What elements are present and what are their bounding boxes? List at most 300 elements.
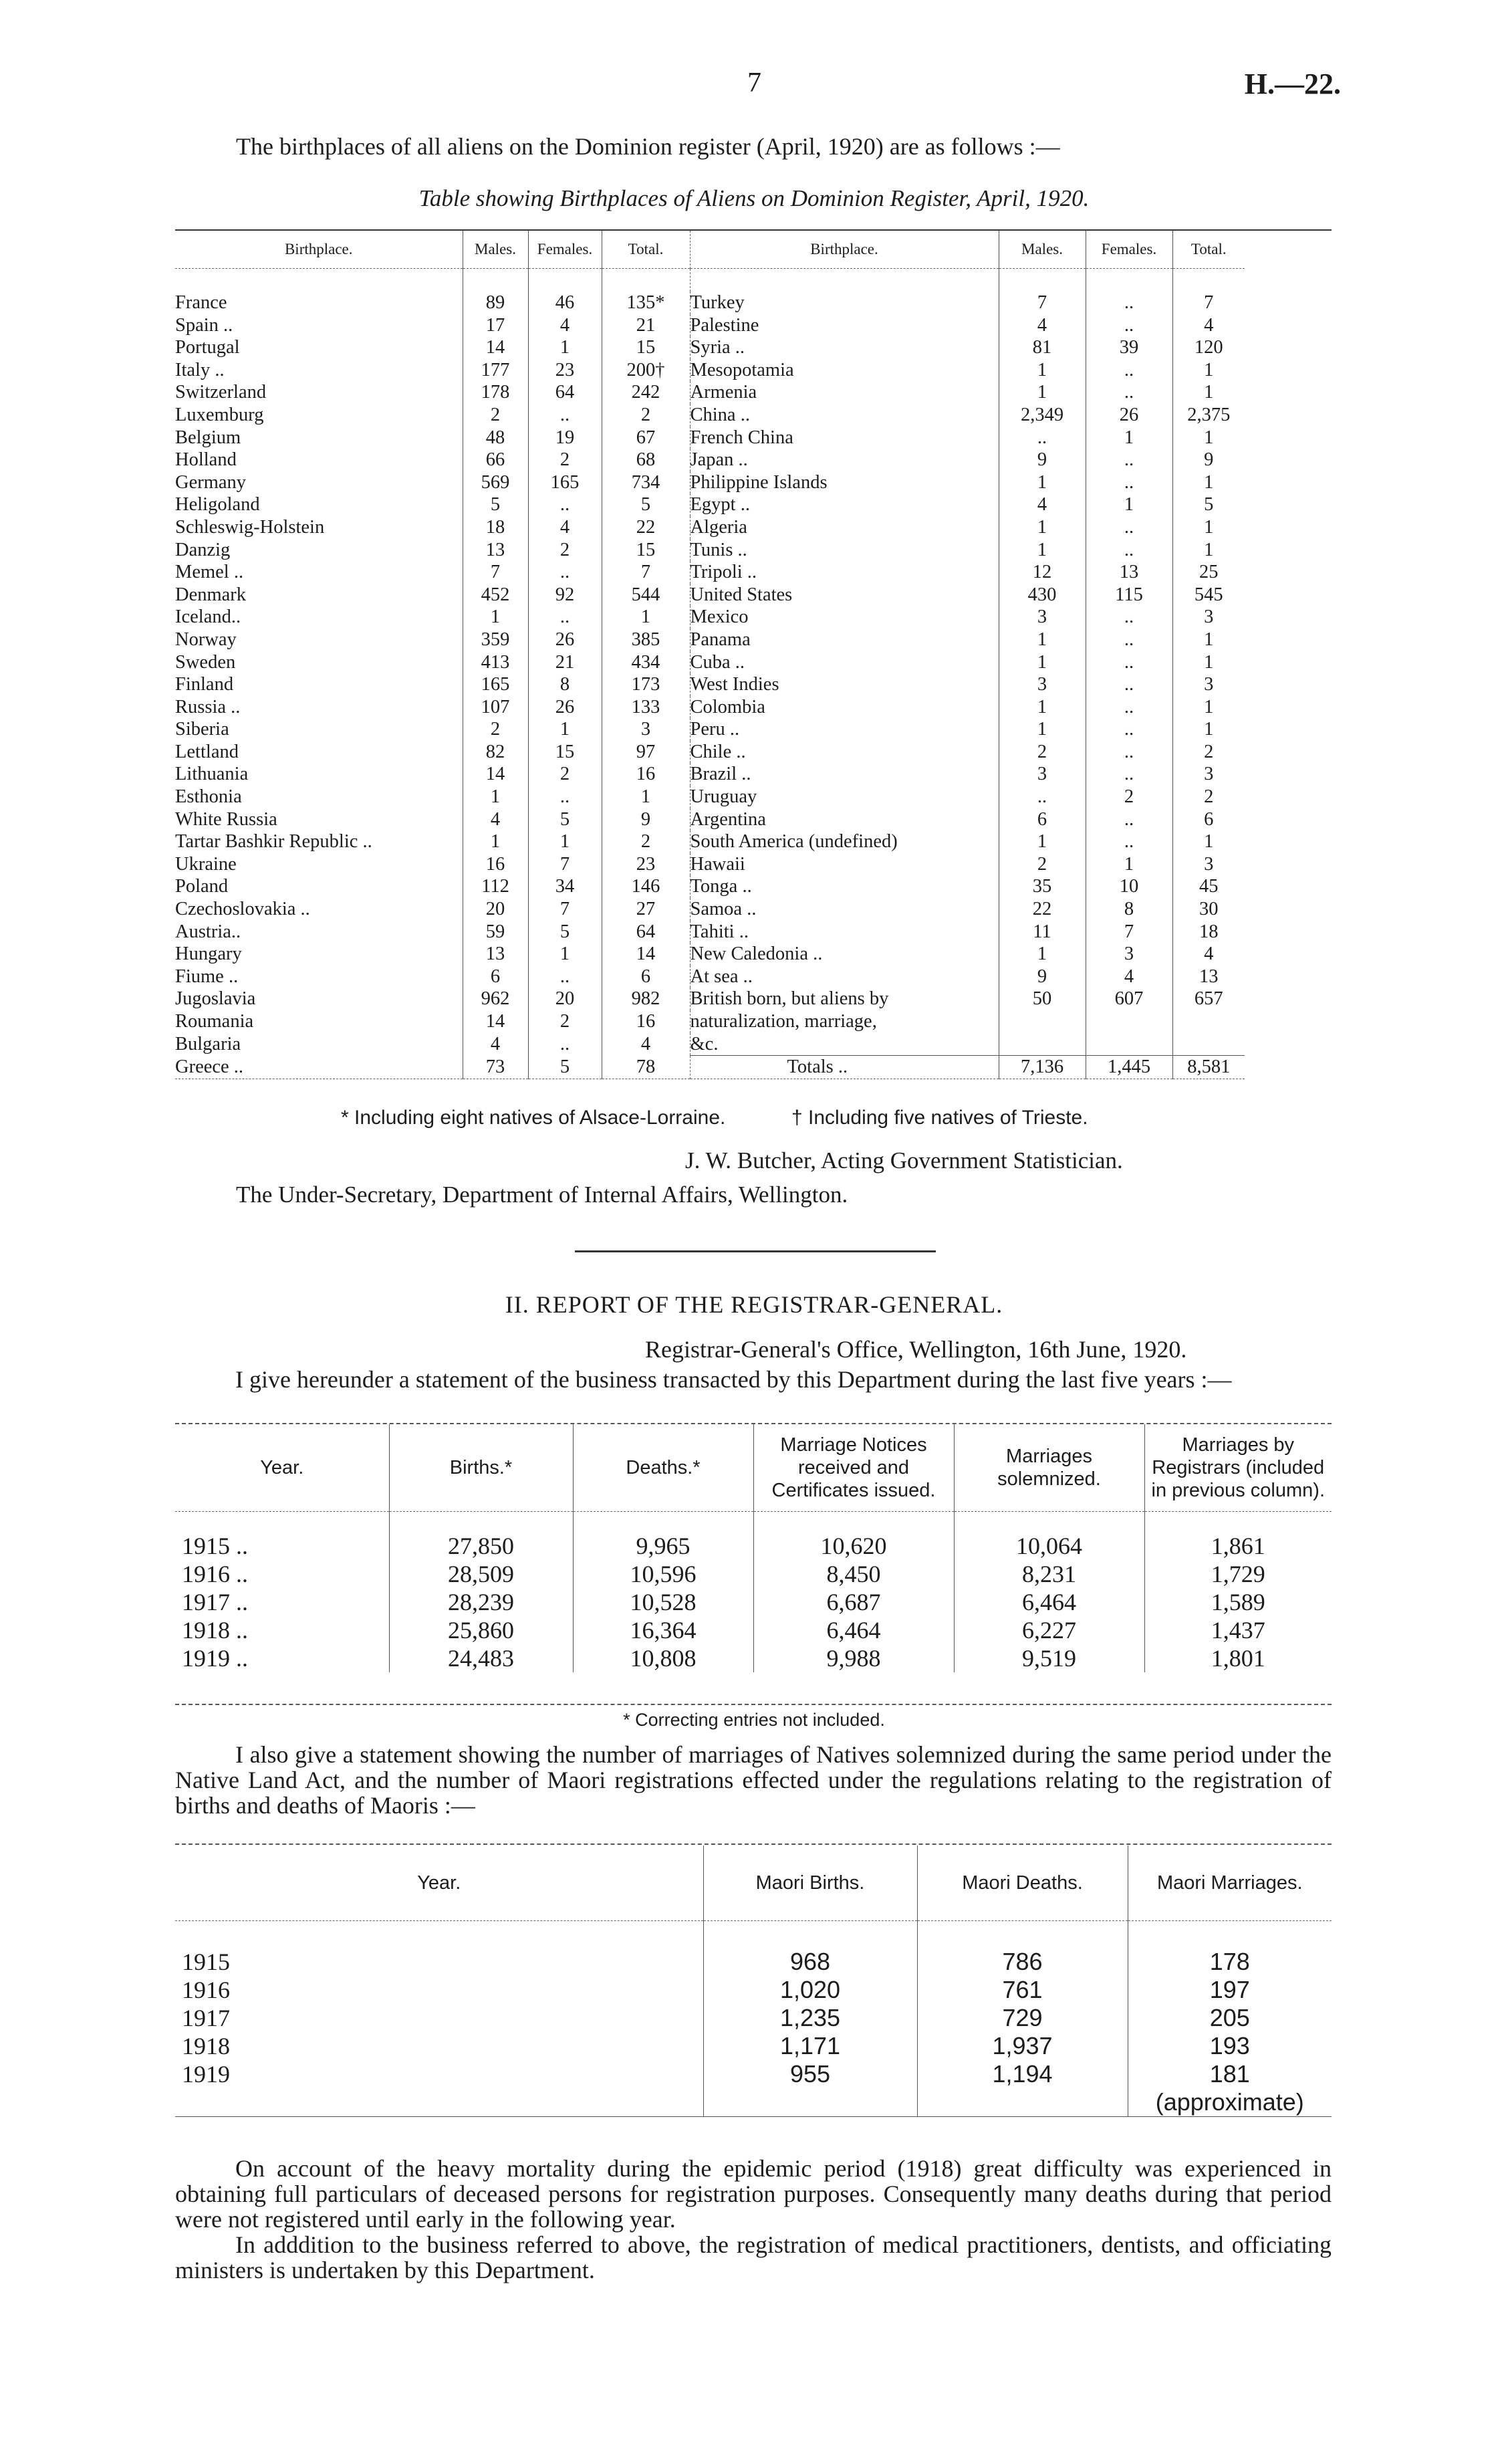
count-cell: 30 bbox=[1199, 899, 1219, 920]
birthplace-cell: Luxemburg bbox=[175, 404, 463, 427]
birthplace-cell: Fiume .. bbox=[175, 966, 463, 988]
value-cell: 10,596 bbox=[573, 1560, 753, 1588]
count-cell: 2 bbox=[602, 830, 690, 853]
count-cell: 15 bbox=[602, 539, 690, 562]
count-cell: 452 bbox=[463, 584, 528, 606]
count-cell: 3 bbox=[999, 673, 1086, 696]
empty-cell bbox=[703, 2088, 917, 2117]
value-cell: 197 bbox=[1209, 1976, 1250, 2003]
count-cell: 8,581 bbox=[1172, 1056, 1245, 1079]
count-cell: 2 bbox=[602, 404, 690, 427]
count-cell: 14 bbox=[463, 1010, 528, 1033]
birthplace-cell: Memel .. bbox=[175, 561, 463, 584]
birthplace-cell: Cuba .. bbox=[690, 651, 999, 674]
document-reference: H.—22. bbox=[1244, 68, 1341, 100]
count-cell: 5 bbox=[1204, 494, 1214, 516]
count-cell: 4 bbox=[1204, 314, 1214, 336]
count-cell: 544 bbox=[602, 584, 690, 606]
value-cell: 6,464 bbox=[753, 1616, 954, 1644]
table-row bbox=[175, 786, 1245, 808]
year-cell: 1916 bbox=[175, 1976, 703, 2004]
count-cell: 1 bbox=[1204, 719, 1214, 740]
count-cell: .. bbox=[1086, 830, 1172, 853]
table-row bbox=[175, 830, 1245, 853]
section-heading: II. REPORT OF THE REGISTRAR-GENERAL. bbox=[505, 1291, 1003, 1318]
table-row bbox=[175, 314, 1245, 337]
value-cell: 6,464 bbox=[954, 1588, 1144, 1616]
section-divider bbox=[575, 1250, 936, 1252]
count-cell: 13 bbox=[1086, 561, 1172, 584]
year-cell: 1917 bbox=[175, 2004, 703, 2032]
birthplace-cell: Danzig bbox=[175, 539, 463, 562]
count-cell: 1 bbox=[1086, 427, 1172, 449]
count-cell: 7 bbox=[1204, 292, 1214, 313]
col-header: Year. bbox=[175, 1424, 389, 1512]
table3-body bbox=[175, 1921, 1332, 2117]
birthplace-cell: South America (undefined) bbox=[690, 830, 999, 853]
count-cell: 133 bbox=[602, 696, 690, 719]
birthplace-cell: New Caledonia .. bbox=[690, 943, 999, 966]
birthplace-cell: Holland bbox=[175, 449, 463, 471]
birthplace-cell: Siberia bbox=[175, 718, 463, 741]
count-cell: 1 bbox=[999, 651, 1086, 674]
table-row bbox=[175, 988, 1245, 1010]
birthplace-cell: Poland bbox=[175, 875, 463, 898]
count-cell: 200† bbox=[602, 359, 690, 382]
count-cell: 4 bbox=[1086, 966, 1172, 988]
count-cell: 3 bbox=[602, 718, 690, 741]
count-cell: 22 bbox=[602, 516, 690, 539]
count-cell: .. bbox=[1086, 292, 1172, 314]
count-cell: 5 bbox=[602, 493, 690, 516]
count-cell: 21 bbox=[528, 651, 602, 674]
birthplace-cell: Brazil .. bbox=[690, 763, 999, 786]
col-header: Year. bbox=[175, 1845, 703, 1921]
count-cell: 2 bbox=[463, 404, 528, 427]
value-cell: 1,729 bbox=[1211, 1561, 1265, 1587]
table-row bbox=[175, 539, 1245, 562]
birthplace-cell: Spain .. bbox=[175, 314, 463, 337]
count-cell: .. bbox=[528, 493, 602, 516]
birthplace-cell: Mexico bbox=[690, 606, 999, 629]
birthplace-cell: Schleswig-Holstein bbox=[175, 516, 463, 539]
value-cell: 1,861 bbox=[1211, 1533, 1265, 1559]
count-cell: 68 bbox=[602, 449, 690, 471]
count-cell: 15 bbox=[602, 336, 690, 359]
count-cell: 4 bbox=[999, 314, 1086, 337]
count-cell: 82 bbox=[463, 741, 528, 764]
count-cell: 6 bbox=[1204, 808, 1214, 830]
count-cell bbox=[999, 1033, 1086, 1056]
count-cell: 1 bbox=[1204, 831, 1214, 853]
count-cell: 2,349 bbox=[999, 404, 1086, 427]
birthplace-cell: Heligoland bbox=[175, 493, 463, 516]
value-cell: 1,937 bbox=[917, 2032, 1128, 2060]
count-cell: .. bbox=[528, 966, 602, 988]
birthplace-cell: Italy .. bbox=[175, 359, 463, 382]
value-cell: 16,364 bbox=[573, 1616, 753, 1644]
count-cell: 146 bbox=[602, 875, 690, 898]
count-cell: 1 bbox=[602, 606, 690, 629]
count-cell: 1 bbox=[1204, 471, 1214, 493]
value-cell: 6,687 bbox=[753, 1588, 954, 1616]
value-cell: 761 bbox=[917, 1976, 1128, 2004]
value-cell: 1,171 bbox=[703, 2032, 917, 2060]
birthplace-cell: Tunis .. bbox=[690, 539, 999, 562]
count-cell: 1 bbox=[1204, 359, 1214, 380]
value-cell: 1,589 bbox=[1211, 1589, 1265, 1615]
table-row bbox=[175, 808, 1245, 831]
count-cell: .. bbox=[1086, 651, 1172, 674]
count-cell bbox=[1172, 1010, 1245, 1033]
count-cell: 97 bbox=[602, 741, 690, 764]
col-header: Birthplace. bbox=[690, 231, 999, 269]
count-cell: 2,375 bbox=[1187, 404, 1231, 425]
table1-caption: Table showing Birthplaces of Aliens on Dominion Register, April, 1920. bbox=[418, 185, 1090, 211]
registrar-business-table bbox=[175, 1424, 1332, 1672]
count-cell: 2 bbox=[1204, 786, 1214, 808]
count-cell: 545 bbox=[1194, 584, 1223, 605]
count-cell: .. bbox=[1086, 718, 1172, 741]
count-cell: 13 bbox=[463, 539, 528, 562]
count-cell: 25 bbox=[1199, 562, 1219, 583]
count-cell: .. bbox=[528, 404, 602, 427]
count-cell: 2 bbox=[528, 449, 602, 471]
count-cell: 120 bbox=[1194, 337, 1223, 358]
count-cell: 1 bbox=[528, 830, 602, 853]
count-cell: 165 bbox=[528, 471, 602, 494]
table-row bbox=[175, 1644, 1332, 1672]
year-cell: 1918 .. bbox=[175, 1616, 389, 1644]
birthplace-cell: Algeria bbox=[690, 516, 999, 539]
birthplace-cell: Palestine bbox=[690, 314, 999, 337]
col-header: Total. bbox=[1190, 241, 1227, 257]
birthplace-cell: Tonga .. bbox=[690, 875, 999, 898]
count-cell bbox=[1172, 1033, 1245, 1056]
table-row bbox=[175, 427, 1245, 449]
count-cell: 2 bbox=[528, 1010, 602, 1033]
birthplace-cell: Lettland bbox=[175, 741, 463, 764]
table-row bbox=[175, 763, 1245, 786]
birthplace-cell: Portugal bbox=[175, 336, 463, 359]
count-cell: 22 bbox=[999, 898, 1086, 921]
paragraph-4: In adddition to the business referred to above, the registration of medical practitioners, dentists, and officiating ministers is undertaken by this Department. bbox=[175, 2231, 1332, 2283]
birthplace-cell: naturalization, marriage, bbox=[690, 1010, 999, 1033]
count-cell: 1 bbox=[1204, 629, 1214, 650]
birthplace-cell: Mesopotamia bbox=[690, 359, 999, 382]
col-header: Birthplace. bbox=[175, 231, 463, 269]
birthplace-cell: Uruguay bbox=[690, 786, 999, 808]
count-cell: 3 bbox=[1204, 764, 1214, 785]
count-cell: 2 bbox=[528, 763, 602, 786]
count-cell: 59 bbox=[463, 921, 528, 943]
footnote-trieste: † Including five natives of Trieste. bbox=[791, 1107, 1088, 1129]
count-cell: .. bbox=[999, 427, 1086, 449]
count-cell: 16 bbox=[602, 763, 690, 786]
birthplace-cell: Germany bbox=[175, 471, 463, 494]
value-cell: 181 bbox=[1209, 2060, 1250, 2088]
value-cell: 9,988 bbox=[753, 1644, 954, 1672]
count-cell: 66 bbox=[463, 449, 528, 471]
table-row bbox=[175, 2032, 1332, 2060]
birthplace-cell: Chile .. bbox=[690, 741, 999, 764]
footnote-correcting: * Correcting entries not included. bbox=[623, 1710, 885, 1730]
birthplace-cell: Greece .. bbox=[175, 1056, 463, 1079]
page-number: 7 bbox=[747, 68, 761, 98]
count-cell: 1 bbox=[999, 718, 1086, 741]
col-header: Deaths.* bbox=[573, 1424, 753, 1512]
count-cell: 1 bbox=[528, 943, 602, 966]
table1-body bbox=[175, 269, 1245, 1079]
birthplace-cell: White Russia bbox=[175, 808, 463, 831]
count-cell: 982 bbox=[602, 988, 690, 1010]
birthplace-cell: Peru .. bbox=[690, 718, 999, 741]
count-cell: 21 bbox=[602, 314, 690, 337]
count-cell: 1 bbox=[1204, 427, 1214, 448]
count-cell: 1 bbox=[999, 516, 1086, 539]
count-cell: .. bbox=[999, 786, 1086, 808]
count-cell: 1 bbox=[999, 381, 1086, 404]
table-row bbox=[175, 471, 1245, 494]
birthplace-cell: Bulgaria bbox=[175, 1033, 463, 1056]
count-cell: 11 bbox=[999, 921, 1086, 943]
table-row bbox=[175, 718, 1245, 741]
maori-registrations-table bbox=[175, 1845, 1332, 2117]
count-cell: 1 bbox=[1086, 853, 1172, 876]
value-cell: 955 bbox=[703, 2060, 917, 2088]
value-cell: 28,509 bbox=[389, 1560, 573, 1588]
birthplace-cell: Hawaii bbox=[690, 853, 999, 876]
count-cell: 18 bbox=[463, 516, 528, 539]
count-cell: 3 bbox=[1086, 943, 1172, 966]
birthplace-cell: Belgium bbox=[175, 427, 463, 449]
count-cell bbox=[1086, 1033, 1172, 1056]
paragraph-3: On account of the heavy mortality during the epidemic period (1918) great difficulty was experienced in obtaining full particulars of deceased persons for registration purposes. Consequently many deaths during that period were not registered until early in the following year. bbox=[175, 2155, 1332, 2233]
birthplace-cell: Norway bbox=[175, 629, 463, 651]
count-cell: 177 bbox=[463, 359, 528, 382]
count-cell: 27 bbox=[602, 898, 690, 921]
year-cell: 1919 bbox=[175, 2060, 703, 2088]
table-row bbox=[175, 1056, 1245, 1079]
count-cell: 1 bbox=[463, 830, 528, 853]
footnote-alsace: * Including eight natives of Alsace-Lorraine. bbox=[341, 1107, 726, 1129]
count-cell: 14 bbox=[463, 763, 528, 786]
count-cell: 3 bbox=[999, 763, 1086, 786]
value-cell: 1,235 bbox=[703, 2004, 917, 2032]
count-cell: .. bbox=[1086, 471, 1172, 494]
col-header: Marriages by Registrars (included in previous column). bbox=[1151, 1434, 1325, 1501]
count-cell: 5 bbox=[528, 1056, 602, 1079]
count-cell: 1 bbox=[999, 629, 1086, 651]
birthplace-cell: Panama bbox=[690, 629, 999, 651]
count-cell: 1 bbox=[999, 830, 1086, 853]
table-row bbox=[175, 404, 1245, 427]
table-row bbox=[175, 875, 1245, 898]
count-cell: .. bbox=[1086, 359, 1172, 382]
count-cell: 7 bbox=[528, 898, 602, 921]
count-cell: 434 bbox=[602, 651, 690, 674]
count-cell: 6 bbox=[999, 808, 1086, 831]
count-cell: 8 bbox=[528, 673, 602, 696]
table-row bbox=[175, 651, 1245, 674]
intro-text: The birthplaces of all aliens on the Dominion register (April, 1920) are as follows :— bbox=[236, 133, 1060, 160]
table-row bbox=[175, 1588, 1332, 1616]
count-cell: 4 bbox=[1204, 943, 1214, 965]
count-cell: .. bbox=[1086, 696, 1172, 719]
count-cell: 16 bbox=[602, 1010, 690, 1033]
table-row bbox=[175, 943, 1245, 966]
count-cell: 7 bbox=[602, 561, 690, 584]
count-cell: 4 bbox=[463, 1033, 528, 1056]
count-cell: 1 bbox=[463, 786, 528, 808]
count-cell: 34 bbox=[528, 875, 602, 898]
table3-top-rule bbox=[175, 1843, 1332, 1845]
birthplace-cell: Tahiti .. bbox=[690, 921, 999, 943]
count-cell: 734 bbox=[602, 471, 690, 494]
table-row bbox=[175, 292, 1245, 314]
col-header: Males. bbox=[463, 231, 528, 269]
table-row bbox=[175, 673, 1245, 696]
count-cell: 607 bbox=[1086, 988, 1172, 1010]
count-cell: 46 bbox=[528, 292, 602, 314]
count-cell: 1 bbox=[999, 696, 1086, 719]
count-cell bbox=[999, 1010, 1086, 1033]
birthplace-cell: Czechoslovakia .. bbox=[175, 898, 463, 921]
birthplace-cell: Japan .. bbox=[690, 449, 999, 471]
count-cell: 2 bbox=[1204, 741, 1214, 762]
count-cell: 6 bbox=[463, 966, 528, 988]
birthplace-cell: Tripoli .. bbox=[690, 561, 999, 584]
count-cell: 1 bbox=[463, 606, 528, 629]
empty-cell bbox=[175, 2088, 703, 2117]
count-cell: 10 bbox=[1086, 875, 1172, 898]
count-cell: 3 bbox=[1204, 674, 1214, 695]
table2-bottom-rule bbox=[175, 1704, 1332, 1705]
table-row bbox=[175, 898, 1245, 921]
table-row bbox=[175, 2088, 1332, 2117]
count-cell: 64 bbox=[602, 921, 690, 943]
count-cell: 135* bbox=[602, 292, 690, 314]
table-row bbox=[175, 584, 1245, 606]
count-cell: 45 bbox=[1199, 876, 1219, 897]
signature: J. W. Butcher, Acting Government Statistician. bbox=[685, 1147, 1123, 1173]
count-cell: 1 bbox=[1204, 696, 1214, 717]
table-row bbox=[175, 516, 1245, 539]
value-cell: 10,528 bbox=[573, 1588, 753, 1616]
birthplace-cell: Colombia bbox=[690, 696, 999, 719]
count-cell: 8 bbox=[1086, 898, 1172, 921]
birthplace-cell: At sea .. bbox=[690, 966, 999, 988]
count-cell bbox=[1086, 1010, 1172, 1033]
col-header: Males. bbox=[999, 231, 1086, 269]
value-cell: 1,020 bbox=[703, 1976, 917, 2004]
count-cell: 26 bbox=[528, 629, 602, 651]
count-cell: 1 bbox=[528, 718, 602, 741]
count-cell: .. bbox=[1086, 539, 1172, 562]
count-cell: 385 bbox=[602, 629, 690, 651]
count-cell: 178 bbox=[463, 381, 528, 404]
count-cell: .. bbox=[1086, 763, 1172, 786]
count-cell: 17 bbox=[463, 314, 528, 337]
value-cell: 205 bbox=[1209, 2004, 1250, 2031]
count-cell: 20 bbox=[528, 988, 602, 1010]
count-cell: .. bbox=[1086, 741, 1172, 764]
count-cell: 413 bbox=[463, 651, 528, 674]
count-cell: 3 bbox=[1204, 853, 1214, 875]
birthplace-cell: Armenia bbox=[690, 381, 999, 404]
count-cell: 2 bbox=[999, 741, 1086, 764]
table-row bbox=[175, 966, 1245, 988]
birthplace-cell: Hungary bbox=[175, 943, 463, 966]
table-row bbox=[175, 1532, 1332, 1560]
count-cell: 1 bbox=[602, 786, 690, 808]
count-cell: 13 bbox=[1199, 966, 1219, 987]
count-cell: 15 bbox=[528, 741, 602, 764]
count-cell: 14 bbox=[602, 943, 690, 966]
birthplaces-table bbox=[175, 231, 1245, 1079]
count-cell: 14 bbox=[463, 336, 528, 359]
value-cell: 24,483 bbox=[389, 1644, 573, 1672]
col-header: Maori Births. bbox=[703, 1845, 917, 1921]
paragraph-2: I also give a statement showing the number of marriages of Natives solemnized during the same period under the Native Land Act, and the number of Maori registrations effected under the regulations relating to the registration of births and deaths of Maoris :— bbox=[175, 1741, 1332, 1819]
value-cell: 10,808 bbox=[573, 1644, 753, 1672]
table-row bbox=[175, 493, 1245, 516]
count-cell: 5 bbox=[528, 808, 602, 831]
year-cell: 1918 bbox=[175, 2032, 703, 2060]
table-row bbox=[175, 2060, 1332, 2088]
count-cell: 242 bbox=[602, 381, 690, 404]
count-cell: 7 bbox=[1086, 921, 1172, 943]
count-cell: 112 bbox=[463, 875, 528, 898]
birthplace-cell: Turkey bbox=[690, 292, 999, 314]
count-cell: 2 bbox=[528, 539, 602, 562]
birthplace-cell: West Indies bbox=[690, 673, 999, 696]
count-cell: 26 bbox=[528, 696, 602, 719]
value-cell: 729 bbox=[917, 2004, 1128, 2032]
count-cell: 48 bbox=[463, 427, 528, 449]
value-cell: 1,437 bbox=[1211, 1617, 1265, 1644]
table2-header-row bbox=[175, 1424, 1332, 1512]
count-cell: .. bbox=[1086, 673, 1172, 696]
col-header: Marriage Notices received and Certificates issued. bbox=[753, 1424, 954, 1512]
count-cell: 67 bbox=[602, 427, 690, 449]
table-row bbox=[175, 696, 1245, 719]
birthplace-cell: Esthonia bbox=[175, 786, 463, 808]
col-header: Births.* bbox=[389, 1424, 573, 1512]
count-cell: .. bbox=[1086, 629, 1172, 651]
birthplace-cell: Switzerland bbox=[175, 381, 463, 404]
birthplace-cell: Argentina bbox=[690, 808, 999, 831]
count-cell: 7 bbox=[463, 561, 528, 584]
table-row bbox=[175, 921, 1245, 943]
count-cell: 2 bbox=[1086, 786, 1172, 808]
value-cell: 9,519 bbox=[954, 1644, 1144, 1672]
table3-header-row bbox=[175, 1845, 1332, 1921]
birthplace-cell: Sweden bbox=[175, 651, 463, 674]
table-row bbox=[175, 449, 1245, 471]
count-cell: 962 bbox=[463, 988, 528, 1010]
table2-body bbox=[175, 1512, 1332, 1673]
table-row bbox=[175, 1976, 1332, 2004]
count-cell: 359 bbox=[463, 629, 528, 651]
office-dateline: Registrar-General's Office, Wellington, 16th June, 1920. bbox=[645, 1336, 1187, 1363]
count-cell: 569 bbox=[463, 471, 528, 494]
value-cell: 6,227 bbox=[954, 1616, 1144, 1644]
birthplace-cell: Roumania bbox=[175, 1010, 463, 1033]
count-cell: 1 bbox=[999, 471, 1086, 494]
birthplace-cell: France bbox=[175, 292, 463, 314]
table-row bbox=[175, 629, 1245, 651]
